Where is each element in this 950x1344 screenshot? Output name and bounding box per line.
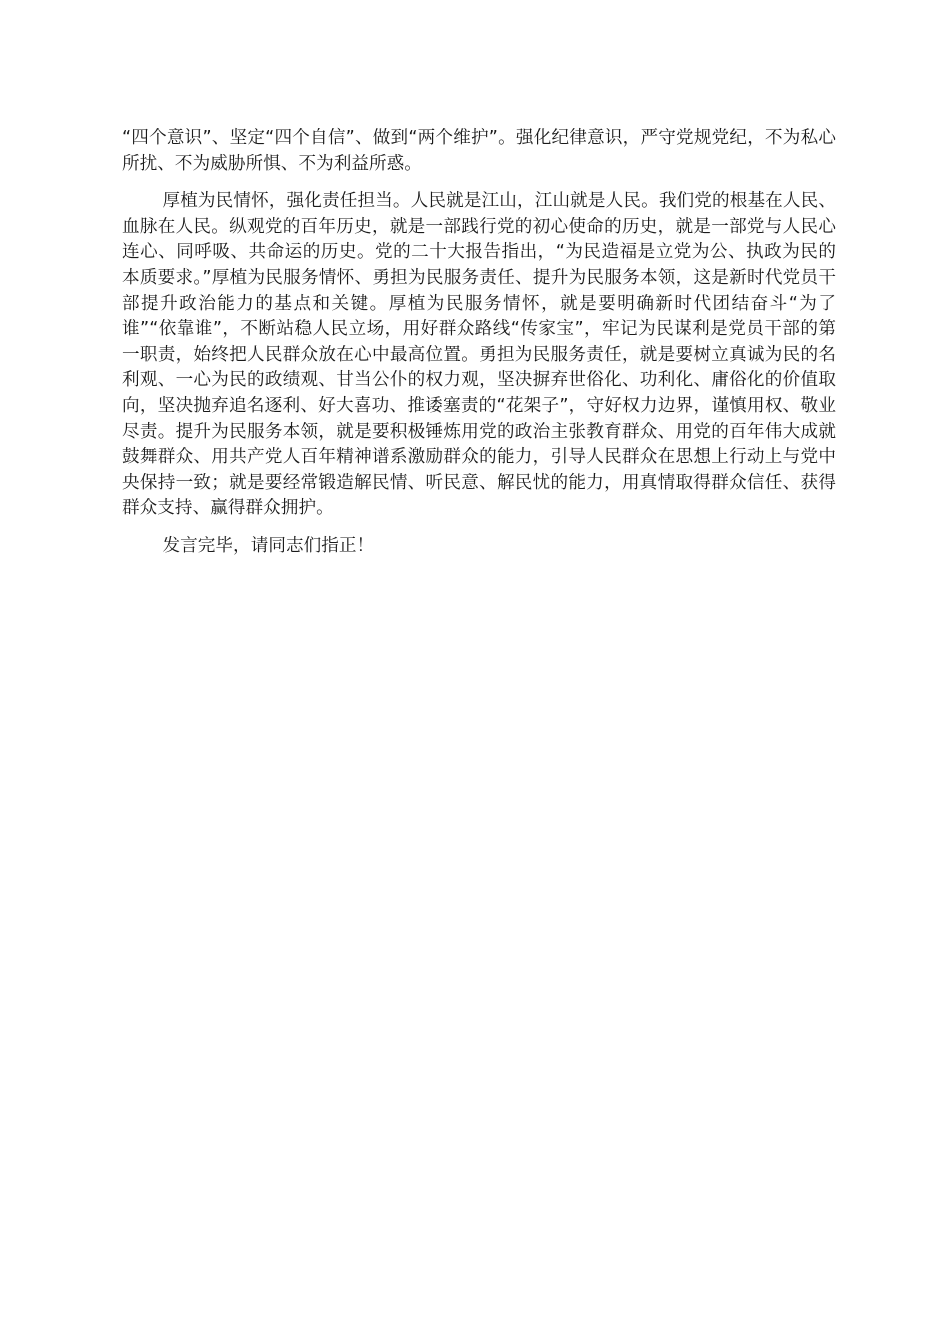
document-page: [122, 126, 836, 560]
paragraph-people-sentiment: 厚植为民情怀，强化责任担当。人民就是江山，江山就是人民。我们党的根基在人民、血脉在人民。纵观党的百年历史，就是一部践行党的初心使命的历史，就是一部党与人民心连心、同呼吸、共命运的历史。党的二十大报告指出，“为民造福是立党为公、执政为民的本质要求。”厚植为民服务情怀、勇担为民服务责任、提升为民服务本领，这是新时代党员干部提升政治能力的基点和关键。厚植为民服务情怀，就是要明确新时代团结奋斗“为了谁”“依靠谁”，不断站稳人民立场，用好群众路线“传家宝”，牢记为民谋利是党员干部的第一职责，始终把人民群众放在心中最高位置。勇担为民服务责任，就是要树立真诚为民的名利观、一心为民的政绩观、甘当公仆的权力观，坚决摒弃世俗化、功利化、庸俗化的价值取向，坚决抛弃追名逐利、好大喜功、推诿塞责的“花架子”，守好权力边界，谨慎用权、敬业尽责。提升为民服务本领，就是要积极锤炼用党的政治主张教育群众、用党的百年伟大成就鼓舞群众、用共产党人百年精神谱系激励群众的能力，引导人民群众在思想上行动上与党中央保持一致；就是要经常锻造解民情、听民意、解民忧的能力，用真情取得群众信任、获得群众支持、赢得群众拥护。: [122, 191, 836, 519]
paragraph-continuation: “四个意识”、坚定“四个自信”、做到“两个维护”。强化纪律意识，严守党规党纪，不为私心所扰、不为威胁所惧、不为利益所惑。: [122, 128, 836, 174]
paragraph-closing: 发言完毕，请同志们指正！: [162, 535, 375, 556]
